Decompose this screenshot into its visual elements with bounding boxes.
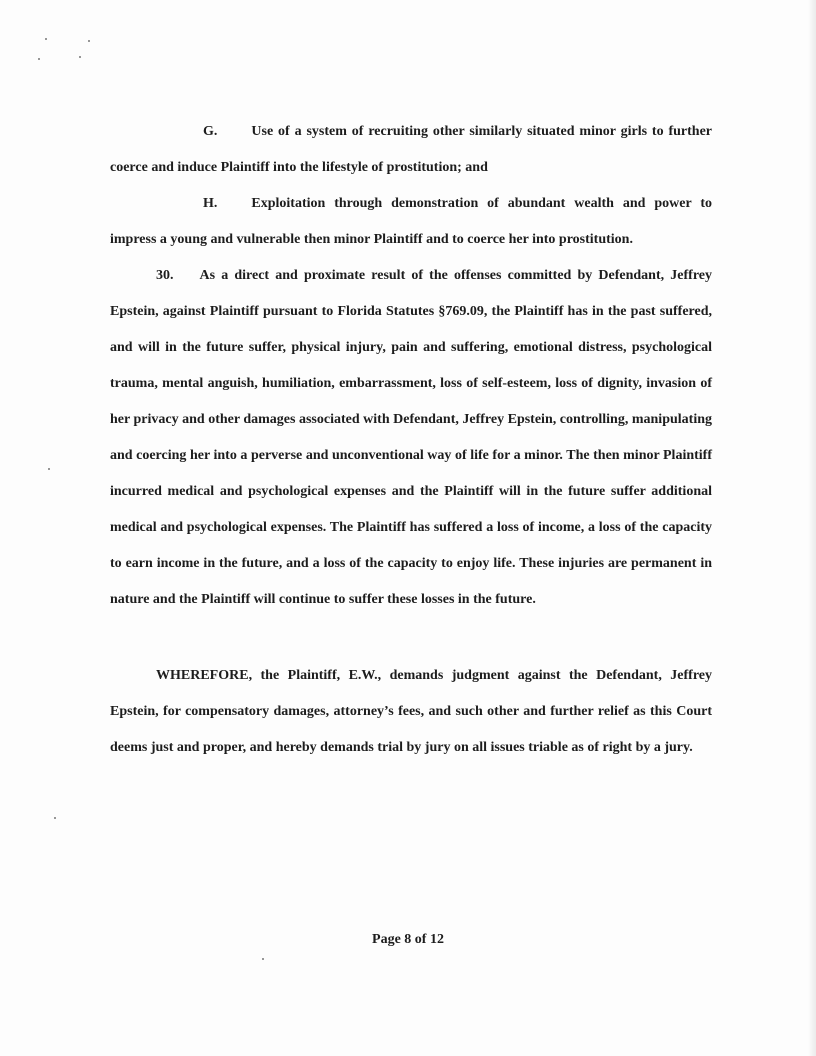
- paragraph-30: [110, 258, 712, 618]
- item-h-text: Exploitation through demonstration of abundant wealth and power to impress a young and vulnerable then minor Plaintiff and to coerce her into prostitution.: [110, 196, 712, 247]
- paragraph-30-number: 30.: [156, 268, 174, 283]
- scan-speck: [262, 958, 264, 960]
- paragraph-30-text: As a direct and proximate result of the offenses committed by Defendant, Jeffrey Epstein, against Plaintiff pursuant to Florida Statutes §769.09, the Plaintiff has in the past suffered, and will in the future suffer, physical injury, pain and suffering, emotional distress, psychological trauma, mental anguish, humiliation, embarrassment, loss of self-esteem, loss of dignity, invasion of her privacy and other damages associated with Defendant, Jeffrey Epstein, controlling, manipulating and coercing her into a perverse and unconventional way of life for a minor. The then minor Plaintiff incurred medical and psychological expenses and the Plaintiff will in the future suffer additional medical and psychological expenses. The Plaintiff has suffered a loss of income, a loss of the capacity to earn income in the future, and a loss of the capacity to enjoy life. These injuries are permanent in nature and the Plaintiff will continue to suffer these losses in the future.: [110, 268, 712, 607]
- scan-speck: [48, 468, 50, 470]
- scan-edge-shadow: [808, 0, 816, 1056]
- item-g: [110, 114, 712, 186]
- scan-speck: [79, 56, 81, 58]
- scan-speck: [38, 58, 40, 60]
- page-number: Page 8 of 12: [372, 932, 444, 947]
- scan-speck: [54, 817, 56, 819]
- item-g-label: G.: [203, 124, 218, 139]
- scan-speck: [88, 40, 90, 42]
- scan-speck: [45, 38, 47, 40]
- item-g-text: Use of a system of recruiting other similarly situated minor girls to further coerce and induce Plaintiff into the lifestyle of prostitution; and: [110, 124, 712, 175]
- item-h-label: H.: [203, 196, 218, 211]
- wherefore-text: WHEREFORE, the Plaintiff, E.W., demands judgment against the Defendant, Jeffrey Epstein, for compensatory damages, attorney’s fees, and such other and further relief as this Court deems just and proper, and hereby demands trial by jury on all issues triable as of right by a jury.: [110, 668, 712, 755]
- wherefore-clause: [110, 658, 712, 766]
- item-h: [110, 186, 712, 258]
